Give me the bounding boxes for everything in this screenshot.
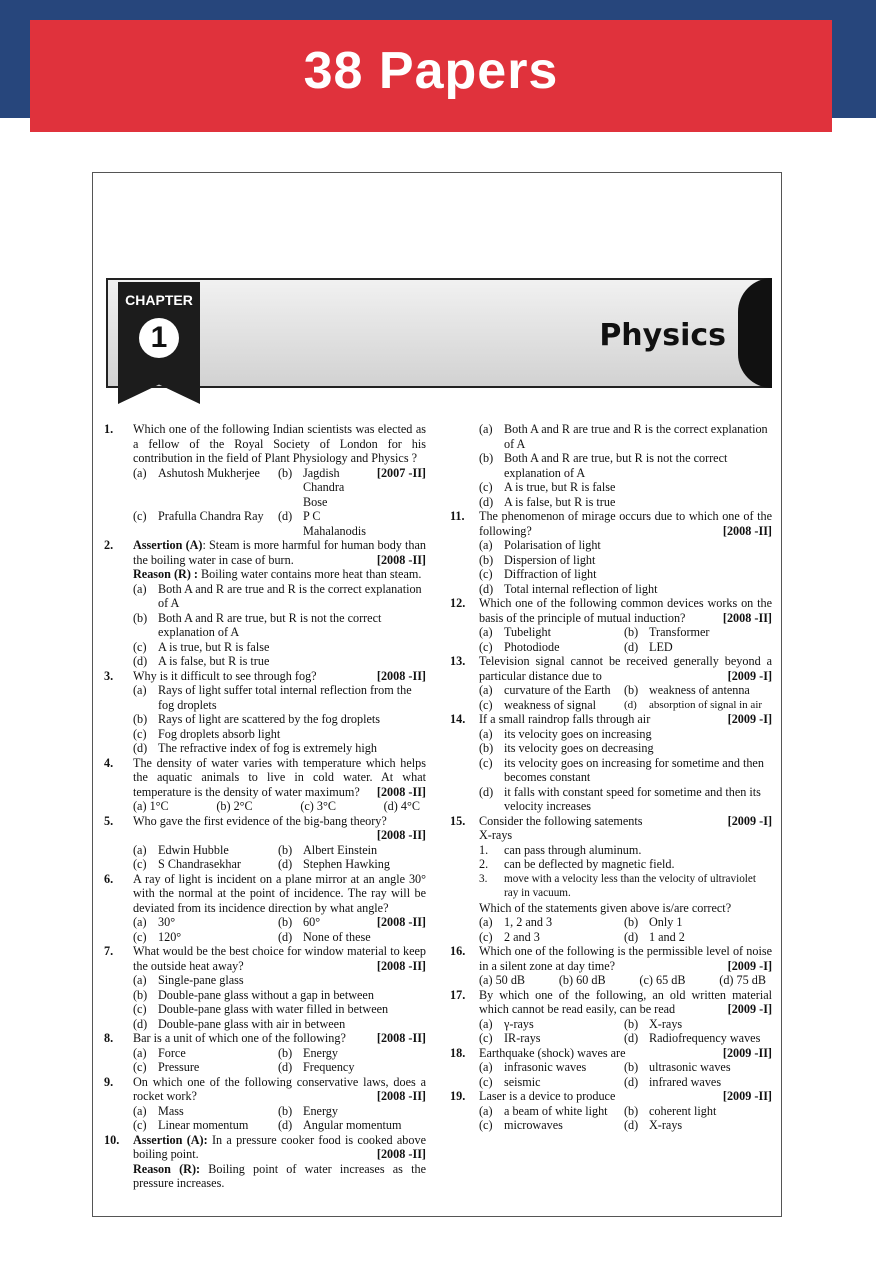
question-number: 8.: [104, 1031, 114, 1045]
question-number: 6.: [104, 871, 114, 886]
header-end-cap: [738, 278, 772, 388]
answer-option: (a) a beam of white light: [479, 1103, 608, 1118]
question-number: 13.: [450, 654, 466, 668]
answer-option: (a) Rays of light suffer total internal reflection from the fog droplets: [133, 683, 412, 712]
question-14: 14. If a small raindrop falls through air [2009 -I] (a) its velocity goes on increasing (b) its velocity goes on decreasing (c) its velocity goes on increasing for sometime and then becomes constant (d) it falls with constant speed for sometime and then its velocity increases: [450, 712, 772, 813]
question-8: 8. Bar is a unit of which one of the following? [2008 -II] (a) Force (b) Energy (c) Pressure (d) Frequency: [104, 1031, 426, 1074]
answer-option: (c) weakness of signal: [479, 697, 597, 712]
answer-option: (d) A is false, but R is true: [479, 494, 616, 509]
answer-option: (c) its velocity goes on increasing for sometime and then becomes constant: [479, 755, 764, 784]
answer-option: (a) its velocity goes on increasing: [479, 726, 652, 741]
answer-option: (a) γ-rays: [479, 1016, 534, 1031]
question-12: 12. Which one of the following common devices works on the basis of the principle of mutual induction? [2008 -II] (a) Tubelight (b) Transformer (c) Photodiode (d) LED: [450, 596, 772, 654]
answer-option: (d) Double-pane glass with air in between: [133, 1016, 346, 1031]
answer-option: (c) Diffraction of light: [479, 567, 597, 581]
answer-option: (b) Rays of light are scattered by the fog droplets: [133, 712, 381, 726]
answer-option: (d) Radiofrequency waves: [624, 1031, 761, 1045]
question-13: 13. Television signal cannot be received generally beyond a particular distance due to [2009 -I] (a) curvature of the Earth (b) weakness of antenna (c) weakness of signal (d) absorption of signal in air: [450, 654, 772, 712]
answer-option: (b) Energy: [278, 1103, 338, 1118]
title-banner: [30, 20, 832, 132]
question-number: 12.: [450, 596, 466, 610]
answer-option: (a) Both A and R are true and R is the correct explanation of A: [479, 422, 768, 451]
question-number: 1.: [104, 422, 114, 436]
question-number: 11.: [450, 509, 465, 523]
answer-option: (b) Transformer: [624, 625, 710, 639]
question-number: 14.: [450, 712, 466, 726]
answer-option: (d) LED: [624, 639, 673, 654]
question-number: 4.: [104, 755, 114, 770]
answer-option: (a) Both A and R are true and R is the correct explanation of A: [133, 581, 422, 610]
question-number: 10.: [104, 1132, 120, 1147]
question-9: 9. On which one of the following conservative laws, does a rocket work? [2008 -II] (a) Mass (b) Energy (c) Linear momentum (d) Angular momentum: [104, 1074, 426, 1132]
question-6: 6. A ray of light is incident on a plane mirror at an angle 30° with the normal at the point of incidence. The ray will be deviated from its incidence direction by what angle? (a) 30° (b) 60° [2008 -II] (c) 120° (d) None of these: [104, 871, 426, 944]
answer-option: (d) Frequency: [278, 1060, 355, 1074]
answer-option: (d) Stephen Hawking: [278, 857, 390, 871]
question-number: 7.: [104, 944, 114, 958]
answer-option: (d) 1 and 2: [624, 929, 685, 944]
answer-option: (b) weakness of antenna: [624, 683, 750, 697]
answer-option: (b) Only 1: [624, 915, 683, 929]
answer-option: (d) infrared waves: [624, 1074, 722, 1089]
answer-option: (b) Double-pane glass without a gap in between: [133, 987, 374, 1002]
answer-option: 3. move with a velocity less than the velocity of ultraviolet ray in vacuum.: [479, 872, 756, 899]
answer-option: (a) curvature of the Earth: [479, 683, 611, 697]
answer-option: (b) X-rays: [624, 1016, 683, 1031]
answer-option: (c) A is true, but R is false: [479, 480, 616, 494]
answer-option: (b) coherent light: [624, 1103, 717, 1118]
answer-option: (c) IR-rays: [479, 1031, 541, 1045]
answer-option: (a) Edwin Hubble: [133, 842, 229, 857]
answer-option: (d) X-rays: [624, 1118, 683, 1132]
answer-option: (c) seismic: [479, 1074, 541, 1089]
answer-option: (a) Mass: [133, 1103, 184, 1118]
answer-option: (b) ultrasonic waves: [624, 1060, 731, 1074]
chapter-subject: Physics: [599, 318, 726, 353]
answer-option: (c) Prafulla Chandra Ray: [133, 509, 264, 523]
question-7: 7. What would be the best choice for window material to keep the outside heat away? [2008 -II] (a) Single-pane glass (b) Double-pane glass without a gap in between (c) Double-pane glass with water filled in between (d) Double-pane glass with air in between: [104, 944, 426, 1031]
answer-option: (a) infrasonic waves: [479, 1060, 587, 1074]
right-column: [450, 422, 772, 1133]
answer-option: (b) Dispersion of light: [479, 552, 596, 567]
answer-option: (a) 1, 2 and 3: [479, 915, 553, 929]
question-3: 3. Why is it difficult to see through fog? [2008 -II] (a) Rays of light suffer total internal reflection from the fog droplets (b) Rays of light are scattered by the fog droplets (c) Fog droplets absorb light (d) The refractive index of fog is extremely high: [104, 668, 426, 755]
answer-option: (d) Angular momentum: [278, 1118, 402, 1132]
answer-option: (d) The refractive index of fog is extremely high: [133, 741, 377, 755]
answer-option: (c) 120°: [133, 929, 182, 944]
answer-option: (c) Double-pane glass with water filled in between: [133, 1002, 389, 1016]
question-5: 5. Who gave the first evidence of the big-bang theory? [2008 -II] (a) Edwin Hubble (b) Albert Einstein (c) S Chandrasekhar (d) Stephen Hawking: [104, 813, 426, 871]
question-number: 15.: [450, 813, 466, 828]
question-18: 18. Earthquake (shock) waves are [2009 -II] (a) infrasonic waves (b) ultrasonic waves (c) seismic (d) infrared waves: [450, 1045, 772, 1089]
answer-option: (b) Both A and R are true, but R is not the correct explanation of A: [479, 451, 728, 480]
answer-option: (a) Polarisation of light: [479, 538, 601, 552]
question-number: 16.: [450, 944, 466, 958]
left-column: [104, 422, 426, 1191]
answer-option: (d) A is false, but R is true: [133, 654, 270, 668]
question-10-options: [450, 422, 772, 509]
answer-option: (b) its velocity goes on decreasing: [479, 741, 654, 755]
answer-option: (d) absorption of signal in air: [624, 698, 763, 711]
question-number: 17.: [450, 987, 466, 1002]
question-number: 3.: [104, 668, 114, 683]
answer-option: (d) it falls with constant speed for sometime and then its velocity increases: [479, 784, 761, 813]
question-4: 4. The density of water varies with temperature which helps the aquatic animals to live in cold water. At what temperature is the density of water maximum? [2008 -II] (a) 1°C (b) 2°C (c) 3°C (d) 4°C: [104, 755, 426, 813]
answer-option: (d) P C Mahalanodis: [278, 509, 366, 538]
answer-option: (c) A is true, but R is false: [133, 639, 270, 654]
question-number: 5.: [104, 813, 114, 828]
question-15: 15. Consider the following satements [2009 -I] X-rays 1. can pass through aluminum. 2. can be deflected by magnetic field. 3. move with a velocity less than the velocity of ultraviolet ray in vacuum. Which of the statements given above is/are correct? (a) 1, 2 and 3 (b) Only 1 (c) 2 and 3 (d) 1 and 2: [450, 813, 772, 944]
answer-option: (a) 30°: [133, 915, 176, 929]
question-number: 19.: [450, 1089, 466, 1103]
question-1: 1. Which one of the following Indian scientists was elected as a fellow of the Royal Society of London for his contribution in the field of Plant Physiology and Physics ? [2007 -II] (a) Ashutosh Mukherjee (b) Jagdish Chandra Bose (c) Prafulla Chandra Ray (d) P C Mahalanodis: [104, 422, 426, 538]
answer-option: 2. can be deflected by magnetic field.: [479, 857, 675, 871]
answer-option: (a) Tubelight: [479, 625, 551, 639]
question-10: 10. Assertion (A): In a pressure cooker food is cooked above boiling point. [2008 -II] Reason (R): Boiling point of water increases as the pressure increases.: [104, 1132, 427, 1190]
question-16: 16. Which one of the following is the permissible level of noise in a silent zone at day time? [2009 -I] (a) 50 dB (b) 60 dB (c) 65 dB (d) 75 dB: [450, 944, 772, 987]
answer-option: (a) Ashutosh Mukherjee: [133, 465, 260, 480]
answer-option: (c) Photodiode: [479, 639, 560, 654]
answer-option: (d) None of these: [278, 929, 371, 944]
banner-title: 38 Papers: [303, 42, 559, 100]
answer-option: (b) Both A and R are true, but R is not the correct explanation of A: [133, 610, 382, 639]
question-17: 17. By which one of the following, an old written material which cannot be read easily, can be read [2009 -I] (a) γ-rays (b) X-rays (c) IR-rays (d) Radiofrequency waves: [450, 987, 772, 1045]
chapter-tag: [108, 282, 210, 408]
question-11: 11. The phenomenon of mirage occurs due to which one of the following? [2008 -II] (a) Polarisation of light (b) Dispersion of light (c) Diffraction of light (d) Total internal reflection of light: [450, 509, 772, 596]
answer-option: (b) Energy: [278, 1045, 338, 1060]
question-number: 9.: [104, 1074, 114, 1089]
answer-option: (a) Force: [133, 1045, 186, 1060]
answer-option: (a) Single-pane glass: [133, 973, 244, 987]
chapter-label: CHAPTER: [125, 292, 193, 308]
question-19: 19. Laser is a device to produce [2009 -II] (a) a beam of white light (b) coherent light (c) microwaves (d) X-rays: [450, 1089, 772, 1132]
question-number: 2.: [104, 538, 114, 552]
answer-option: (d) Total internal reflection of light: [479, 581, 658, 596]
chapter-number: 1: [150, 321, 168, 354]
answer-option: (c) S Chandrasekhar: [133, 857, 241, 871]
answer-option: 1. can pass through aluminum.: [479, 842, 642, 857]
answer-option: (c) Fog droplets absorb light: [133, 726, 281, 741]
answer-option: (c) 2 and 3: [479, 929, 540, 944]
question-2: 2. Assertion (A): Steam is more harmful for human body than the boiling water in case of burn. [2008 -II] Reason (R) : Boiling water contains more heat than steam. (a) Both A and R are true and R is the correct explanation of A (b) Both A and R are true, but R is not the correct explanation of A (c) A is true, but R is false (d) A is false, but R is true: [104, 538, 427, 668]
answer-option: (b) Albert Einstein: [278, 842, 378, 857]
question-number: 18.: [450, 1045, 466, 1060]
answer-option: (c) microwaves: [479, 1118, 563, 1132]
answer-option: (c) Linear momentum: [133, 1118, 249, 1132]
question-number: [450, 422, 479, 509]
answer-option: (c) Pressure: [133, 1060, 200, 1074]
answer-option: (b) Jagdish Chandra Bose: [278, 465, 345, 509]
answer-option: (b) 60° [2008 -II]: [278, 915, 426, 929]
